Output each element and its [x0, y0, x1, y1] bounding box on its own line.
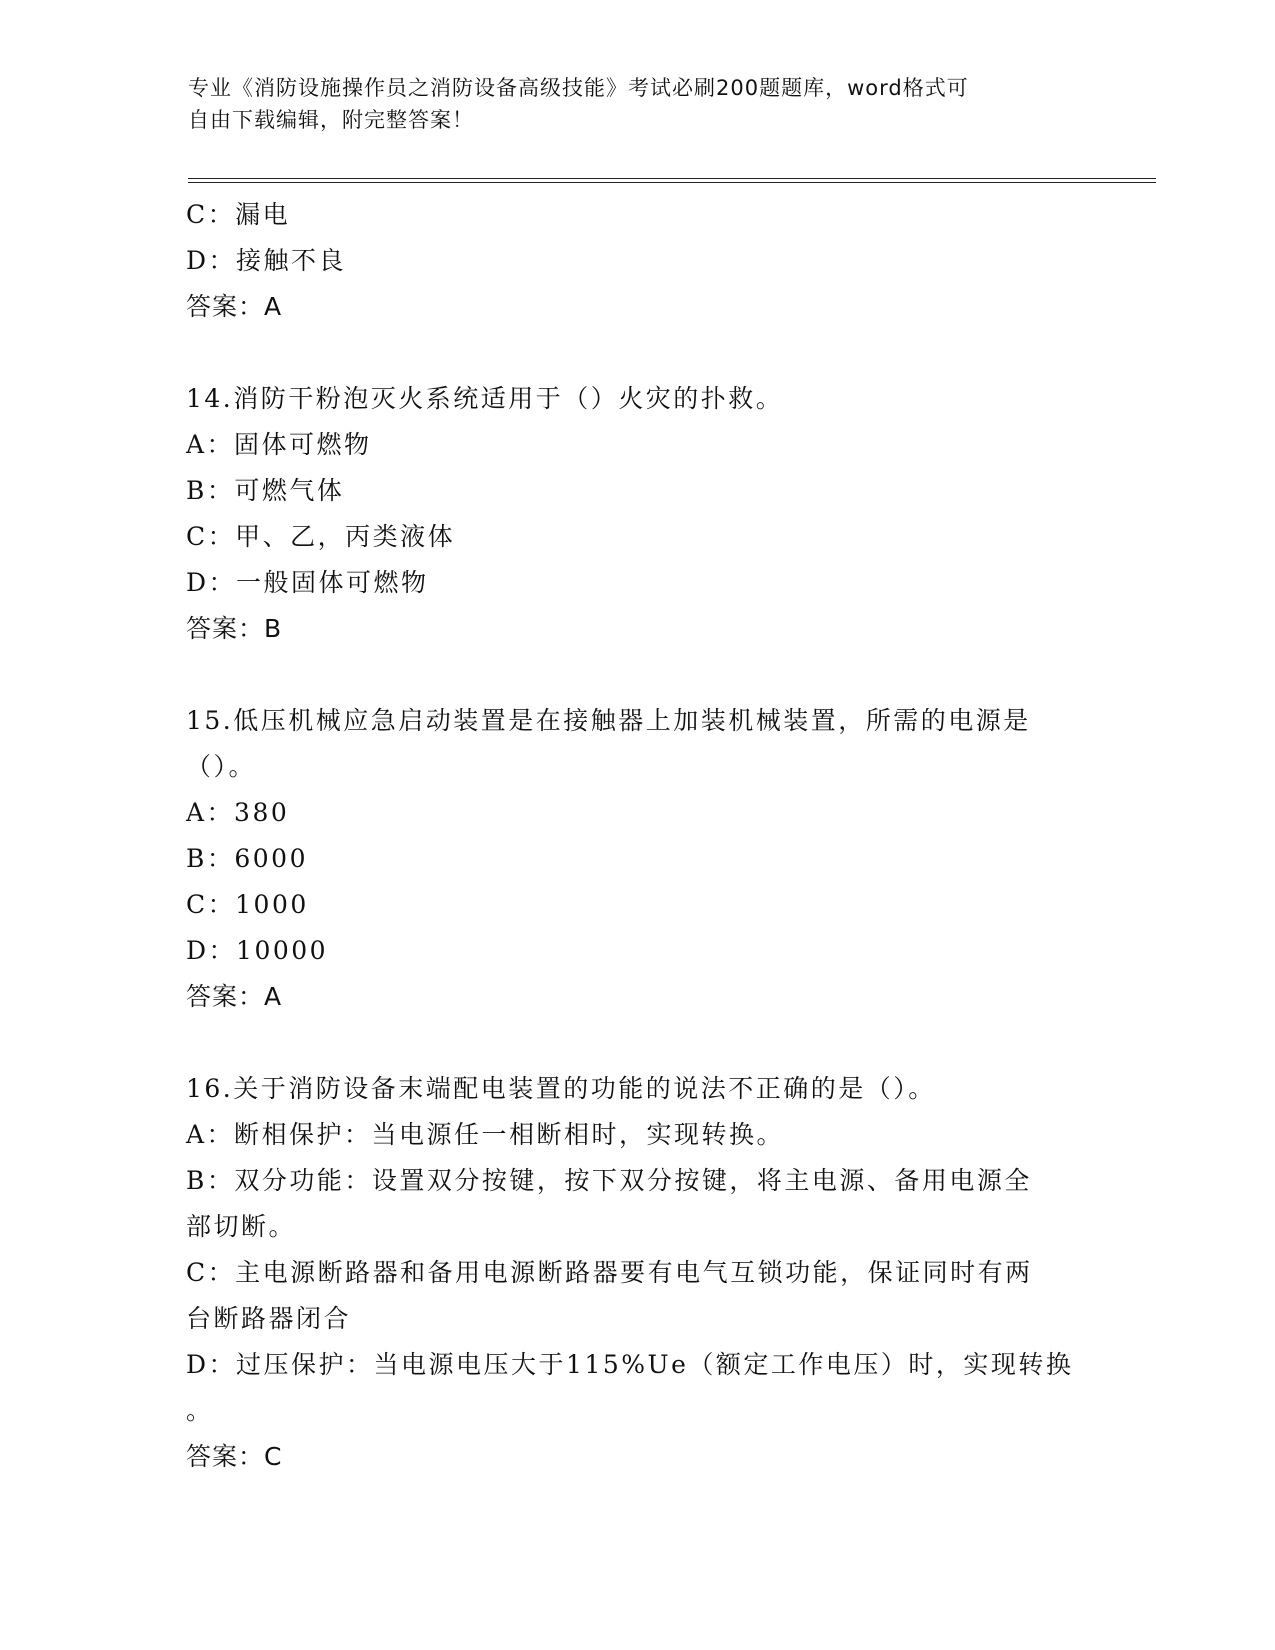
q14-answer: 答案：B	[186, 614, 283, 643]
q16-option-c-line-2: 台断路器闭合	[186, 1304, 352, 1333]
spacer	[186, 1020, 1086, 1066]
q15-option-c: C：1000	[186, 890, 309, 919]
q15-stem-line-1: 15.低压机械应急启动装置是在接触器上加装机械装置，所需的电源是	[186, 706, 1031, 735]
spacer	[186, 652, 1086, 698]
q14-stem: 14.消防干粉泡灭火系统适用于（）火灾的扑救。	[186, 384, 784, 413]
q15-option-d: D：10000	[186, 936, 329, 965]
header-line-1: 专业《消防设施操作员之消防设备高级技能》考试必刷200题题库，word格式可	[188, 76, 969, 100]
prev-answer: 答案：A	[186, 292, 283, 321]
question-content	[186, 192, 1086, 1480]
q14-option-c: C：甲、乙，丙类液体	[186, 522, 456, 551]
q16-option-d-line-2: 。	[186, 1396, 214, 1425]
q15-option-a: A：380	[186, 798, 290, 827]
q16-option-a: A：断相保护：当电源任一相断相时，实现转换。	[186, 1120, 785, 1149]
q16-answer: 答案：C	[186, 1442, 283, 1471]
prev-option-c: C：漏电	[186, 200, 291, 229]
header-line-2: 自由下载编辑，附完整答案！	[188, 108, 474, 132]
q16-option-b-line-2: 部切断。	[186, 1212, 297, 1241]
q16-option-b-line-1: B：双分功能：设置双分按键，按下双分按键，将主电源、备用电源全	[186, 1166, 1032, 1195]
q15-stem-line-2: （）。	[186, 752, 257, 781]
q14-option-d: D：一般固体可燃物	[186, 568, 429, 597]
q16-stem: 16.关于消防设备末端配电装置的功能的说法不正确的是（）。	[186, 1074, 936, 1103]
q16-option-c-line-1: C：主电源断路器和备用电源断路器要有电气互锁功能，保证同时有两	[186, 1258, 1033, 1287]
spacer	[186, 330, 1086, 376]
q16-option-d-line-1: D：过压保护：当电源电压大于115%Ue（额定工作电压）时，实现转换	[186, 1350, 1074, 1379]
q14-option-a: A：固体可燃物	[186, 430, 372, 459]
q14-option-b: B：可燃气体	[186, 476, 345, 505]
header-divider-bottom	[188, 182, 1156, 183]
q15-option-b: B：6000	[186, 844, 308, 873]
prev-option-d: D：接触不良	[186, 246, 347, 275]
document-header	[188, 72, 1068, 136]
header-divider-top	[188, 178, 1156, 179]
q15-answer: 答案：A	[186, 982, 283, 1011]
